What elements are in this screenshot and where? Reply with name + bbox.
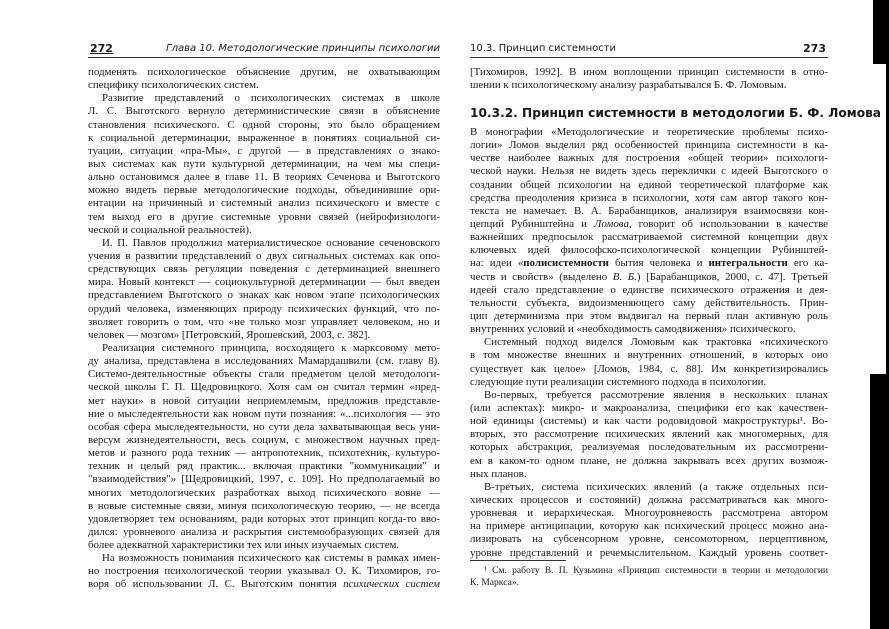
text-line: в новые системные связи, минуя психологическую теорию, — не всегда bbox=[88, 499, 440, 512]
text-line: в том множестве внешних и внутренних отношений, в которых оно bbox=[470, 349, 828, 362]
text-line: важнейших предпосылок рассматриваемой системной концепции двух bbox=[470, 231, 828, 244]
text-line: Системо-деятельностные объекты стали предметом целой методологи- bbox=[88, 368, 440, 381]
page-number: 273 bbox=[803, 42, 826, 55]
running-head: Глава 10. Методологические принципы психологии bbox=[166, 43, 440, 54]
text-line: ческой школы Г. П. Щедровицкого. Хотя сам он считал термин «пред- bbox=[88, 381, 440, 394]
text-line: туации, ситуации «пра-Мы», с другой — в представлениях о знако- bbox=[88, 144, 440, 157]
footnote bbox=[470, 565, 828, 589]
text-line bbox=[88, 578, 440, 591]
italic-term: психических систем bbox=[343, 578, 440, 591]
text-segment: его ка- bbox=[787, 257, 828, 270]
text-line: можно видеть первые методологические подходы, объединившие ори- bbox=[88, 184, 440, 197]
text-line: К. Маркса». bbox=[470, 577, 520, 588]
body-text bbox=[88, 66, 440, 592]
text-line: существует как целое» [Ломов, 1984, с. 88]. Им конкретизировались bbox=[470, 362, 828, 375]
text-segment: , говорит об использовании в качестве bbox=[628, 217, 828, 230]
text-line: ду анализа, представлена в исследованиях Мамардашвили (см. главу 8). bbox=[88, 355, 440, 368]
text-line: но построения психологической теории указывал О. К. Тихомиров, го- bbox=[88, 565, 440, 578]
text-line: ной единицы (системы) и как части родовидовой макроструктуры¹. Во- bbox=[470, 415, 828, 428]
text-line: версум жизнедеятельности, весь социум, с множеством научных пред- bbox=[88, 433, 440, 446]
text-line: хических процессов и состояний) должна рассматриваться как много- bbox=[470, 493, 828, 506]
text-line bbox=[470, 271, 828, 284]
text-segment: воря об использовании Л. С. Выготским понятия bbox=[88, 578, 344, 591]
text-line: "взаимодействия"» [Щедровицкий, 1997, с. 109]. Но предполагаемый во bbox=[88, 473, 440, 486]
text-line bbox=[470, 257, 828, 270]
text-line: тем выход его в другие системные уровни связей (нейрофизиологи- bbox=[88, 210, 440, 223]
text-line: лизировать на субсенсорном уровне, сенсомоторном, перцептивном, bbox=[470, 533, 828, 546]
text-line: ние о мыследеятельности как новом пути познания: «...психология — это bbox=[88, 407, 440, 420]
text-line: уровневая и иерархическая. Многоуровневость рассмотрена автором bbox=[470, 507, 828, 520]
text-line: мет науки» в новой ситуации неприемлемым, предложив представле- bbox=[88, 394, 440, 407]
text-line: уровне представлений и речемыслительном. Каждый уровень соответ- bbox=[470, 546, 828, 559]
text-line: техник и целый ряд практик... включая практики "коммуникации" и bbox=[88, 460, 440, 473]
text-line: средствующих связь регуляции поведения с детерминацией внешнего bbox=[88, 263, 440, 276]
text-line: На возможность понимания психического как системы в рамках имен- bbox=[102, 552, 440, 565]
running-head: 10.3. Принцип системности bbox=[470, 43, 617, 54]
text-line: на примере антиципации, которую как психический процесс можно ана- bbox=[470, 520, 828, 533]
text-line: к социальной детерминации, выраженное в понятиях социальной си- bbox=[88, 131, 440, 144]
text-line: ческой науки. Нельзя не видеть здесь переклички с идеей Выготского о bbox=[470, 165, 828, 178]
text-line: идеей стало представление о единстве психического отражения и дея- bbox=[470, 283, 828, 296]
italic-term: Ломова bbox=[593, 217, 629, 230]
text-line: В-третьих, система психических явлений (а также отдельных пси- bbox=[484, 480, 828, 493]
text-segment: на: идеи « bbox=[470, 257, 524, 270]
text-line: средства преодоления кризиса в психологии, хотя сам автор такого кон- bbox=[470, 191, 828, 204]
text-line: подменять психологическое объяснение другим, не охватывающим bbox=[88, 66, 440, 78]
page-number: 272 bbox=[90, 42, 113, 55]
text-line: удовлетворяет тем основаниям, ради которых этот принцип когда-то вво- bbox=[88, 512, 440, 525]
text-line: Системный подход виделся Ломовым как трактовка «психического bbox=[484, 336, 828, 349]
italic-term: В. Б. bbox=[612, 270, 637, 283]
text-line: текста не намечает. В. А. Барабанщиков, анализируя взаимосвязи кон- bbox=[470, 204, 828, 217]
text-line: метов и разного рода техник — антропотехник, психотехник, культуро- bbox=[88, 447, 440, 460]
scan-edge-top bbox=[873, 0, 889, 64]
page-header bbox=[470, 42, 828, 58]
text-line: мира. Новый контекст — социокультурной детерминации — был введен bbox=[88, 276, 440, 289]
text-line: шении к психологическому анализу разрабатывался Б. Ф. Ломовым. bbox=[470, 79, 787, 92]
text-line: ем в каком-то одном плане, не должна закрывать всех других возмож- bbox=[470, 454, 828, 467]
text-line: специфику психологических систем. bbox=[88, 79, 259, 92]
text-line: Развитие представлений о психологических системах в школе bbox=[102, 92, 440, 105]
text-line: зволяет говорить о том, что «не только мозг управляет человеком, но и bbox=[88, 315, 440, 328]
text-segment: цепций Рубинштейна и bbox=[470, 217, 594, 230]
text-line: особая сфера мыследеятельности, но сути дела захватывающая весь уни- bbox=[88, 420, 440, 433]
text-line: вторых, это рассмотрение психических явлений как многомерных, для bbox=[470, 428, 828, 441]
text-line: вых системах как пути культурной детерминации, на чем мы специ- bbox=[88, 157, 440, 170]
text-line: человек — мозгом» [Петровский, Ярошевский, 2003, с. 382]. bbox=[88, 328, 371, 341]
text-line: становления психического. С одной стороны, это было обращением bbox=[88, 118, 440, 131]
text-line: дился: уровневого анализа и раскрытия системообразующих связей для bbox=[88, 525, 440, 538]
text-line: представлением Выготского о знаках как новом этапе психологических bbox=[88, 289, 440, 302]
scan-edge-bottom bbox=[870, 374, 889, 629]
page-header bbox=[88, 42, 440, 58]
text-line: [Тихомиров, 1992]. В ином воплощении принцип системности в отно- bbox=[470, 66, 828, 78]
body-text-top bbox=[470, 66, 828, 92]
text-line: Реализация системного принципа, восходящего к марксовому мето- bbox=[102, 341, 440, 354]
text-segment: ) [Барабанщиков, 2000, с. 47]. Третьей bbox=[636, 270, 828, 283]
body-text bbox=[470, 126, 828, 560]
text-line: честве наиболее важных для построения «общей теории» психологи- bbox=[470, 152, 828, 165]
bold-term: интегральности bbox=[708, 257, 788, 270]
text-line: ентации на причинный и системный анализ психического и вместе с bbox=[88, 197, 440, 210]
text-line: цип детерминизма при этом выдвигал на первый план активную роль bbox=[470, 309, 828, 322]
text-line: ально остановимся далее в главе 11. В теориях Сеченова и Выготского bbox=[88, 171, 440, 184]
text-segment: честв и свойств» (выделено bbox=[470, 270, 613, 283]
text-line: орудий человека, изменяющих природу психических функций, что по- bbox=[88, 302, 440, 315]
text-line: следующие пути реализации системного подхода в психологии. bbox=[470, 375, 767, 388]
text-line: Л. С. Выготского вернуло детерминистические связи в объяснение bbox=[88, 105, 440, 118]
text-line: внутренних условий и «необходимость самодвижения» психического. bbox=[470, 323, 796, 336]
text-line: И. П. Павлов продолжил материалистическое основание сеченовского bbox=[102, 236, 440, 249]
text-line: ¹ См. работу В. П. Кузьмина «Принцип системности в теории и методологии bbox=[484, 565, 828, 576]
text-line: В монографии «Методологические и теоретические проблемы психо- bbox=[470, 126, 828, 138]
text-line: тельности субъекта, видоизменяющего саму действительность. Прин- bbox=[470, 296, 828, 309]
text-line: более адекватной характеристики тех или иных изучаемых систем. bbox=[88, 539, 400, 552]
text-line: многих методологических разработках выход психического вовне — bbox=[88, 486, 440, 499]
section-heading: 10.3.2. Принцип системности в методологии Б. Ф. Ломова bbox=[470, 106, 882, 120]
text-line: логии» Ломов выделил ряд особенностей принципа системности в ка- bbox=[470, 139, 828, 152]
text-segment: бытия человека и bbox=[608, 257, 709, 270]
text-line bbox=[470, 218, 828, 231]
text-line: (или аспектах): микро- и макроанализа, специфики его как качествен- bbox=[470, 401, 828, 414]
text-line: учения в развитии представлений о двух сигнальных системах как опо- bbox=[88, 249, 440, 262]
bold-term: полисистемности bbox=[523, 257, 609, 270]
text-line: которых абстракция, реализуемая последовательным их рассмотрени- bbox=[470, 441, 828, 454]
text-line: Во-первых, требуется рассмотрение явления в нескольких планах bbox=[484, 388, 828, 401]
text-line: ключевых идей философско-психологической концепции Рубинштей- bbox=[470, 244, 828, 257]
text-line: ческой и социальной реальностей). bbox=[88, 223, 252, 236]
text-line: ных планов. bbox=[470, 467, 527, 480]
text-line: создании общей психологии на единой теоретической платформе как bbox=[470, 178, 828, 191]
footnote-divider bbox=[470, 560, 566, 561]
